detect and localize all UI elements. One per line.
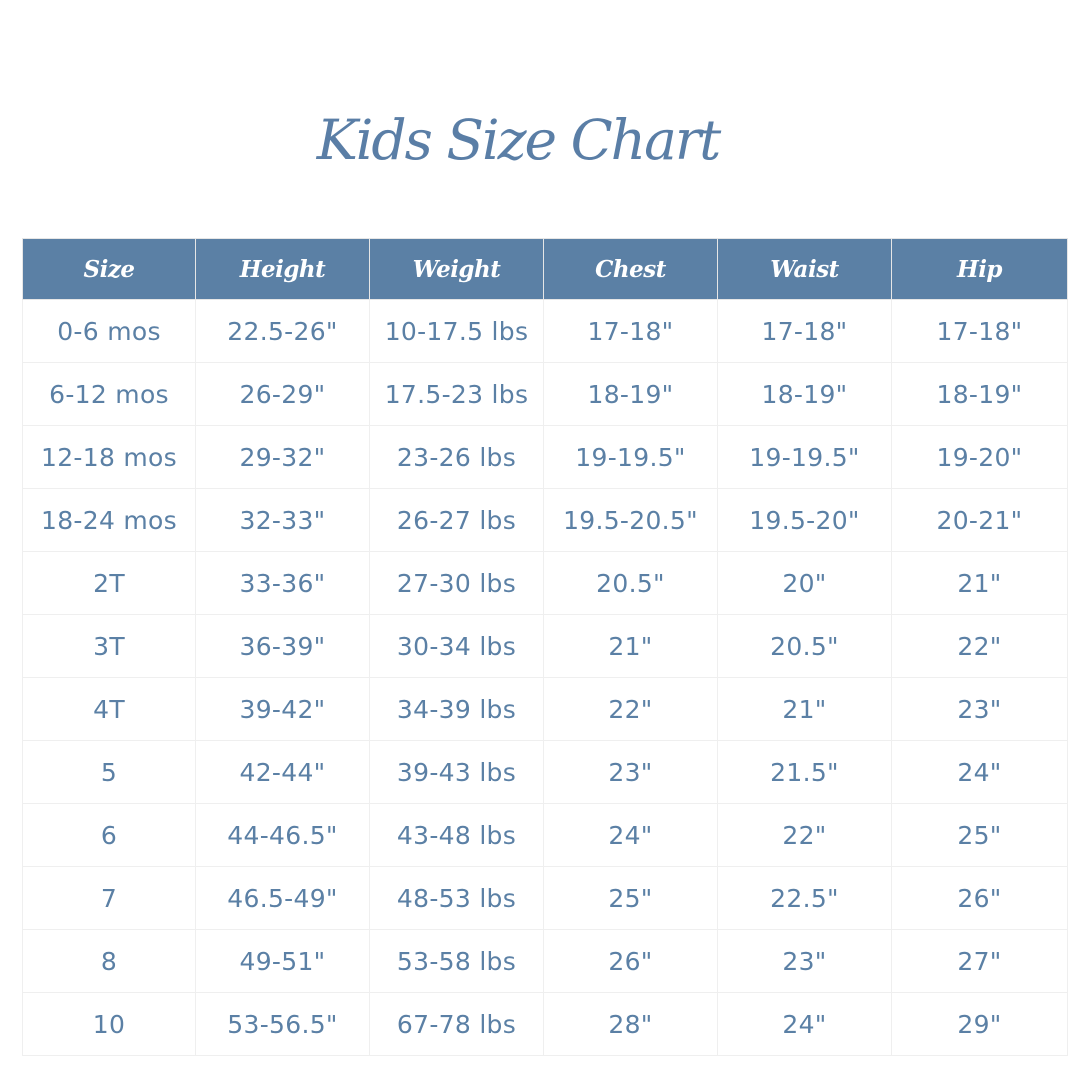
cell-chest: 20.5" [544,552,718,615]
cell-weight: 34-39 lbs [370,678,544,741]
header-row [23,239,1068,300]
cell-height: 39-42" [196,678,370,741]
cell-height: 46.5-49" [196,867,370,930]
cell-waist: 19-19.5" [718,426,892,489]
cell-weight: 48-53 lbs [370,867,544,930]
cell-chest: 22" [544,678,718,741]
page-title: Kids Size Chart [316,108,720,172]
column-header-size: Size [23,239,196,300]
cell-height: 32-33" [196,489,370,552]
cell-size: 8 [23,930,196,993]
table-row [23,615,1068,678]
cell-height: 33-36" [196,552,370,615]
table-row [23,930,1068,993]
cell-waist: 20" [718,552,892,615]
table-row [23,300,1068,363]
cell-chest: 24" [544,804,718,867]
table-row [23,363,1068,426]
cell-waist: 23" [718,930,892,993]
cell-chest: 19.5-20.5" [544,489,718,552]
cell-height: 29-32" [196,426,370,489]
cell-height: 49-51" [196,930,370,993]
table-row [23,678,1068,741]
cell-waist: 22" [718,804,892,867]
cell-weight: 27-30 lbs [370,552,544,615]
cell-waist: 17-18" [718,300,892,363]
cell-hip: 25" [892,804,1068,867]
cell-chest: 28" [544,993,718,1056]
cell-size: 4T [23,678,196,741]
cell-waist: 19.5-20" [718,489,892,552]
cell-size: 6 [23,804,196,867]
cell-size: 10 [23,993,196,1056]
cell-hip: 20-21" [892,489,1068,552]
cell-chest: 26" [544,930,718,993]
cell-hip: 19-20" [892,426,1068,489]
cell-chest: 21" [544,615,718,678]
cell-chest: 19-19.5" [544,426,718,489]
cell-size: 12-18 mos [23,426,196,489]
column-header-chest: Chest [544,239,718,300]
cell-weight: 23-26 lbs [370,426,544,489]
cell-weight: 10-17.5 lbs [370,300,544,363]
cell-waist: 21.5" [718,741,892,804]
cell-waist: 21" [718,678,892,741]
cell-weight: 17.5-23 lbs [370,363,544,426]
cell-weight: 67-78 lbs [370,993,544,1056]
cell-height: 22.5-26" [196,300,370,363]
cell-weight: 26-27 lbs [370,489,544,552]
table-row [23,993,1068,1056]
cell-size: 18-24 mos [23,489,196,552]
cell-height: 36-39" [196,615,370,678]
cell-hip: 21" [892,552,1068,615]
cell-height: 53-56.5" [196,993,370,1056]
cell-hip: 29" [892,993,1068,1056]
cell-weight: 39-43 lbs [370,741,544,804]
cell-waist: 22.5" [718,867,892,930]
table-row [23,804,1068,867]
column-header-hip: Hip [892,239,1068,300]
cell-hip: 24" [892,741,1068,804]
cell-chest: 17-18" [544,300,718,363]
cell-size: 2T [23,552,196,615]
cell-hip: 17-18" [892,300,1068,363]
column-header-weight: Weight [370,239,544,300]
table-body [23,300,1068,1056]
cell-hip: 18-19" [892,363,1068,426]
cell-size: 3T [23,615,196,678]
cell-size: 5 [23,741,196,804]
cell-weight: 30-34 lbs [370,615,544,678]
table-row [23,489,1068,552]
cell-size: 0-6 mos [23,300,196,363]
cell-chest: 23" [544,741,718,804]
cell-size: 7 [23,867,196,930]
cell-hip: 27" [892,930,1068,993]
cell-hip: 26" [892,867,1068,930]
cell-hip: 23" [892,678,1068,741]
cell-height: 44-46.5" [196,804,370,867]
cell-size: 6-12 mos [23,363,196,426]
column-header-waist: Waist [718,239,892,300]
cell-waist: 20.5" [718,615,892,678]
table-header [23,239,1068,300]
size-chart-table [22,238,1068,1056]
table-row [23,741,1068,804]
table-row [23,552,1068,615]
table-row [23,426,1068,489]
cell-chest: 25" [544,867,718,930]
cell-chest: 18-19" [544,363,718,426]
cell-waist: 24" [718,993,892,1056]
column-header-height: Height [196,239,370,300]
cell-hip: 22" [892,615,1068,678]
cell-weight: 53-58 lbs [370,930,544,993]
cell-height: 42-44" [196,741,370,804]
cell-waist: 18-19" [718,363,892,426]
cell-weight: 43-48 lbs [370,804,544,867]
table-row [23,867,1068,930]
cell-height: 26-29" [196,363,370,426]
